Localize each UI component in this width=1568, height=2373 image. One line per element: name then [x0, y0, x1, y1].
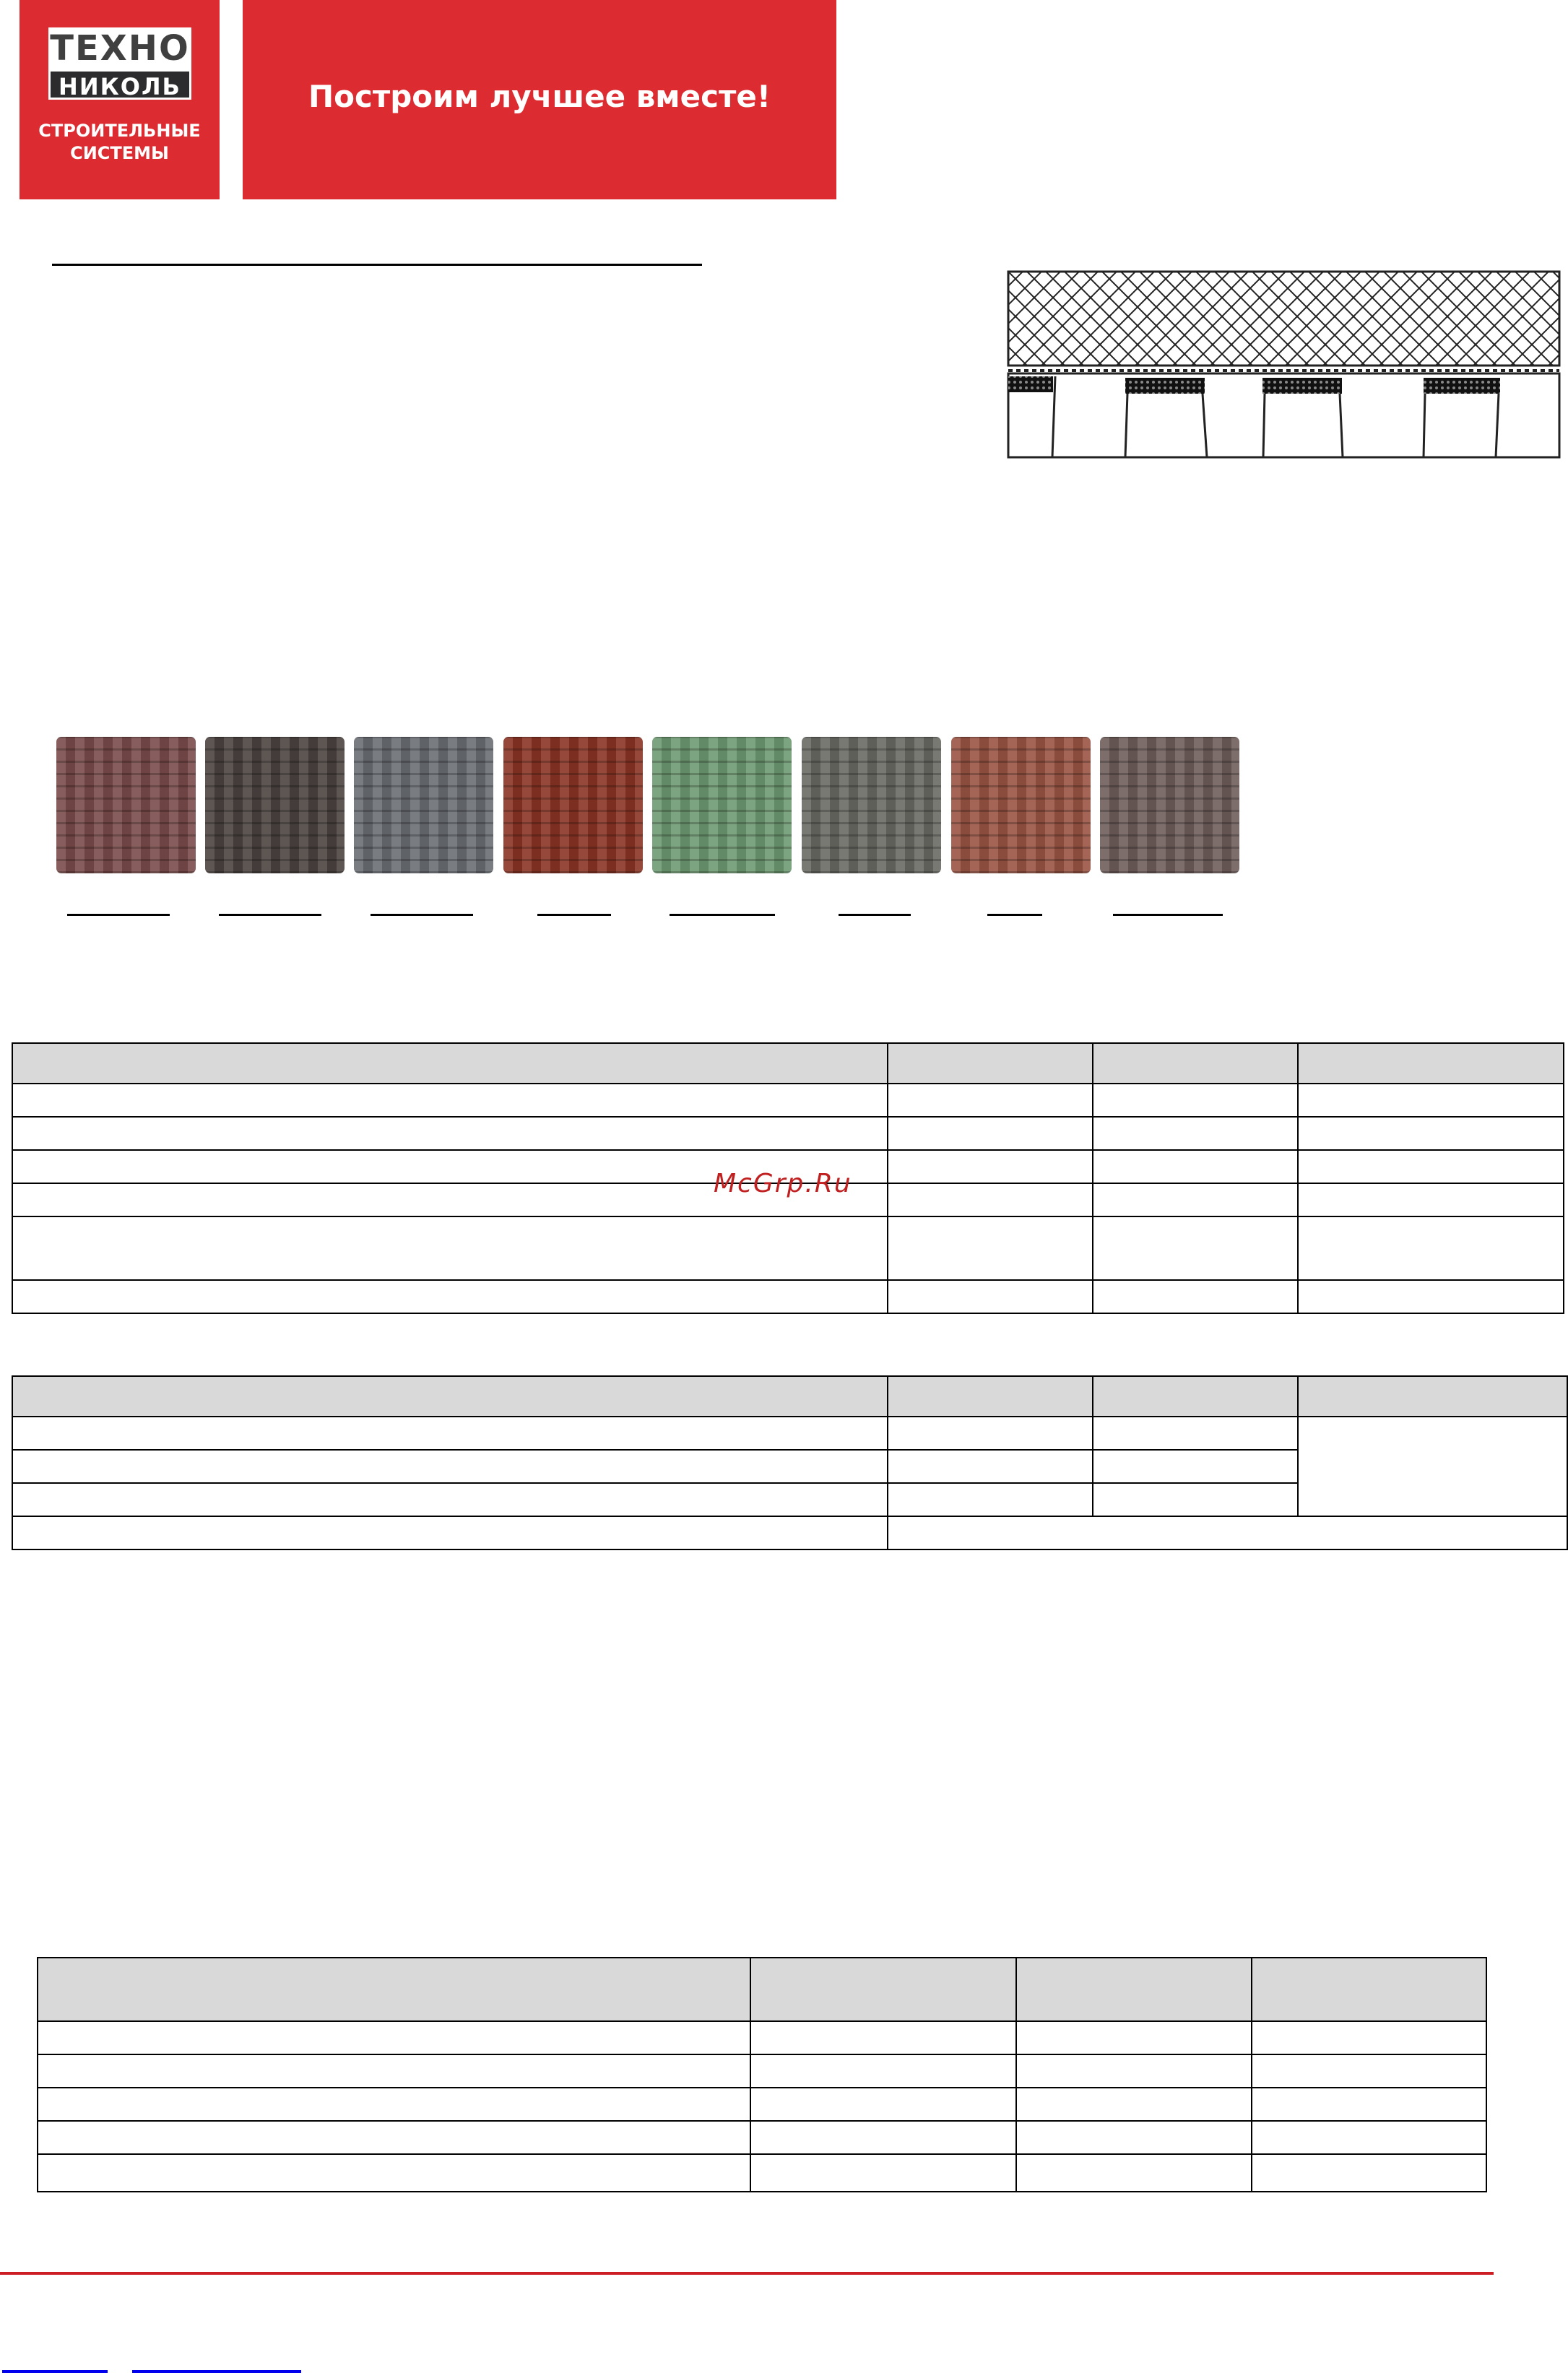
- table-cell: [888, 1417, 1093, 1450]
- table-cell: [12, 1084, 888, 1117]
- table-cell: [1093, 1280, 1298, 1313]
- table-cell: [888, 1376, 1093, 1417]
- table-row: [12, 1117, 1564, 1150]
- table-cell-merged: [1298, 1417, 1567, 1516]
- table-row: [38, 2088, 1486, 2121]
- table-cell: [1298, 1216, 1564, 1280]
- table-header-row: [12, 1376, 1567, 1417]
- table-cell: [888, 1183, 1093, 1216]
- table-cell: [1298, 1183, 1564, 1216]
- shingle-diagram: [1006, 269, 1562, 460]
- table-cell: [12, 1450, 888, 1483]
- table-cell: [750, 2054, 1016, 2088]
- table-cell: [750, 1958, 1016, 2021]
- table-cell: [888, 1150, 1093, 1183]
- table-cell: [1298, 1280, 1564, 1313]
- table-specs-2: [12, 1375, 1568, 1550]
- table-cell: [1252, 2021, 1486, 2054]
- table-cell: [1298, 1150, 1564, 1183]
- table-cell: [12, 1417, 888, 1450]
- table-cell: [1016, 2021, 1252, 2054]
- footer-link-1[interactable]: [2, 2370, 108, 2373]
- table-cell: [888, 1117, 1093, 1150]
- color-swatch-5[interactable]: [652, 737, 792, 873]
- logo-subtitle-line2: СИСТЕМЫ: [70, 143, 169, 163]
- table-cell: [1093, 1216, 1298, 1280]
- color-swatch-7[interactable]: [951, 737, 1091, 873]
- table-cell: [1016, 2121, 1252, 2154]
- table-cell: [1298, 1376, 1567, 1417]
- table-cell: [12, 1043, 888, 1084]
- color-swatch-6[interactable]: [802, 737, 941, 873]
- table-cell: [12, 1216, 888, 1280]
- table-cell: [38, 2054, 750, 2088]
- title-underline: [52, 264, 702, 266]
- table-row: [38, 2054, 1486, 2088]
- table-cell: [12, 1117, 888, 1150]
- logo-techno: ТЕХНО: [48, 27, 191, 69]
- table-cell: [38, 1958, 750, 2021]
- color-swatch-2[interactable]: [205, 737, 345, 873]
- logo-subtitle: [22, 120, 217, 165]
- table-header-row: [38, 1958, 1486, 2021]
- table-cell: [1016, 2154, 1252, 2192]
- table-cell-merged: [888, 1516, 1567, 1549]
- table-cell: [1298, 1043, 1564, 1084]
- color-swatch-4[interactable]: [503, 737, 643, 873]
- logo-nikol: НИКОЛЬ: [48, 69, 191, 100]
- shingle-tab-1: [1008, 376, 1053, 392]
- watermark-text: McGrp.Ru: [714, 1169, 852, 1198]
- color-swatch-3[interactable]: [354, 737, 493, 873]
- table-row: [12, 1516, 1567, 1549]
- table-cell: [1252, 2154, 1486, 2192]
- table-cell: [1093, 1043, 1298, 1084]
- table-cell: [1016, 1958, 1252, 2021]
- shingle-tab-2: [1125, 378, 1205, 394]
- table-cell: [1252, 2088, 1486, 2121]
- table-cell: [1252, 1958, 1486, 2021]
- swatch-link-5[interactable]: [670, 914, 775, 916]
- slogan-text: Построим лучшее вместе!: [308, 79, 771, 114]
- table-cell: [888, 1483, 1093, 1516]
- table-cell: [888, 1216, 1093, 1280]
- table-cell: [1093, 1183, 1298, 1216]
- table-cell: [888, 1450, 1093, 1483]
- table-cell: [1298, 1117, 1564, 1150]
- table-cell: [1016, 2054, 1252, 2088]
- table-cell: [1093, 1117, 1298, 1150]
- table-specs-3: [37, 1957, 1487, 2192]
- swatch-link-2[interactable]: [219, 914, 321, 916]
- table-cell: [1093, 1150, 1298, 1183]
- table-cell: [38, 2121, 750, 2154]
- table-row: [38, 2154, 1486, 2192]
- table-cell: [1093, 1084, 1298, 1117]
- swatch-link-8[interactable]: [1113, 914, 1223, 916]
- table-cell: [12, 1280, 888, 1313]
- swatch-link-7[interactable]: [987, 914, 1042, 916]
- swatch-link-1[interactable]: [67, 914, 170, 916]
- table-cell: [1093, 1450, 1298, 1483]
- table-cell: [38, 2021, 750, 2054]
- swatch-link-4[interactable]: [537, 914, 611, 916]
- table-cell: [38, 2088, 750, 2121]
- table-cell: [1252, 2054, 1486, 2088]
- table-row: [12, 1216, 1564, 1280]
- logo-subtitle-line1: СТРОИТЕЛЬНЫЕ: [38, 121, 201, 141]
- table-row: [38, 2121, 1486, 2154]
- shingle-upper-area: [1008, 272, 1559, 366]
- color-swatch-8[interactable]: [1100, 737, 1239, 873]
- shingle-tab-4: [1424, 378, 1500, 394]
- table-cell: [888, 1084, 1093, 1117]
- swatch-link-6[interactable]: [839, 914, 911, 916]
- table-cell: [1298, 1084, 1564, 1117]
- table-row: [12, 1084, 1564, 1117]
- shingle-tab-3: [1262, 378, 1342, 394]
- swatch-link-3[interactable]: [371, 914, 473, 916]
- table-cell: [1093, 1483, 1298, 1516]
- table-cell: [888, 1043, 1093, 1084]
- table-cell: [1252, 2121, 1486, 2154]
- table-cell: [888, 1280, 1093, 1313]
- table-cell: [12, 1516, 888, 1549]
- table-cell: [12, 1483, 888, 1516]
- table-cell: [750, 2088, 1016, 2121]
- table-cell: [38, 2154, 750, 2192]
- table-header-row: [12, 1043, 1564, 1084]
- footer-divider: [0, 2272, 1494, 2275]
- footer-link-2[interactable]: [132, 2370, 301, 2373]
- table-cell: [750, 2154, 1016, 2192]
- table-cell: [750, 2021, 1016, 2054]
- table-cell: [1093, 1376, 1298, 1417]
- table-cell: [1093, 1417, 1298, 1450]
- table-cell: [1016, 2088, 1252, 2121]
- color-swatch-1[interactable]: [56, 737, 196, 873]
- table-row: [38, 2021, 1486, 2054]
- table-row: [12, 1280, 1564, 1313]
- table-cell: [750, 2121, 1016, 2154]
- table-cell: [12, 1376, 888, 1417]
- table-row: [12, 1417, 1567, 1450]
